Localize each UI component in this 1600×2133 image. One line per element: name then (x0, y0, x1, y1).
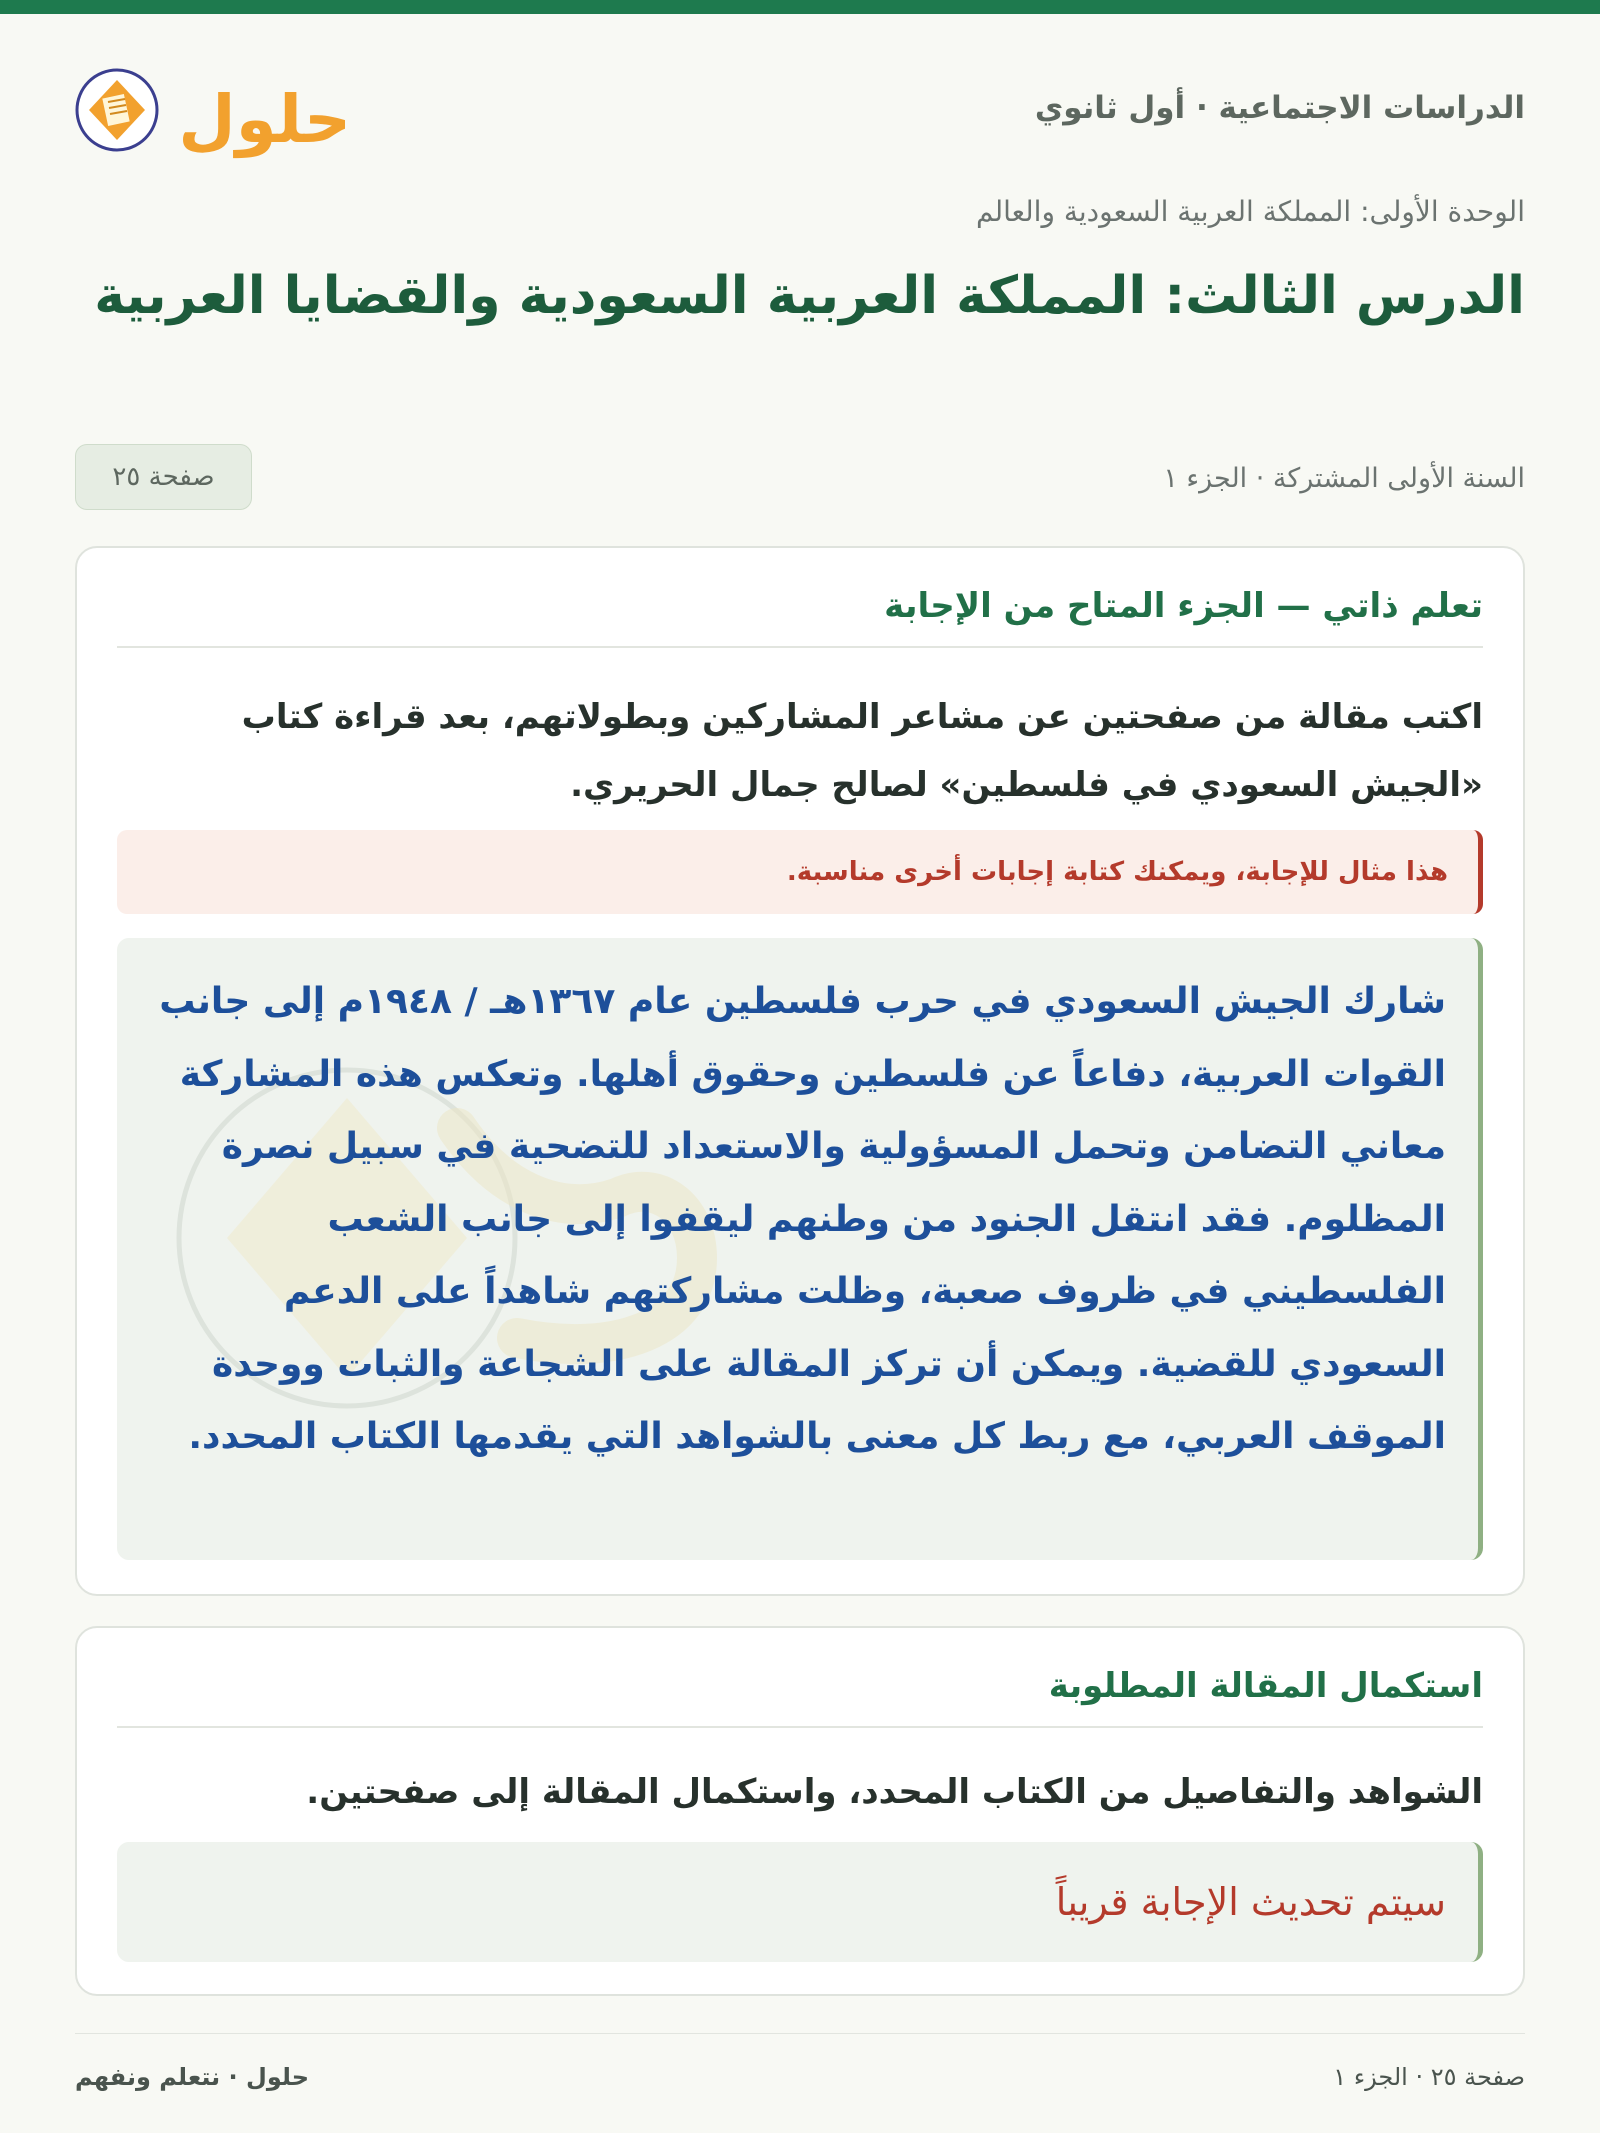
sample-answer-text: شارك الجيش السعودي في حرب فلسطين عام ١٣٦٧هـ / ١٩٤٨م إلى جانب القوات العربية، دفاعاً عن فلسطين وحقوق أهلها. وتعكس هذه المشاركة معاني التضامن وتحمل المسؤولية والاستعداد للتضحية في سبيل نصرة المظلوم. فقد انتقل الجنود من وطنهم ليقفوا إلى جانب الشعب الفلسطيني في ظروف صعبة، وظلت مشاركتهم شاهداً على الدعم السعودي للقضية. ويمكن أن تركز المقالة على الشجاعة والثبات ووحدة الموقف العربي، مع ربط كل معنى بالشواهد التي يقدمها الكتاب المحدد. (159, 981, 1446, 1457)
card-title: تعلم ذاتي — الجزء المتاح من الإجابة (117, 586, 1483, 648)
self-learning-card (75, 546, 1525, 1596)
card-title: استكمال المقالة المطلوبة (117, 1666, 1483, 1728)
footer-divider (75, 2033, 1525, 2034)
lesson-title: الدرس الثالث: المملكة العربية السعودية والقضايا العربية (94, 266, 1525, 326)
question-text: الشواهد والتفاصيل من الكتاب المحدد، واستكمال المقالة إلى صفحتين. (306, 1772, 1483, 1812)
subject-label: الدراسات الاجتماعية · أول ثانوي (1034, 90, 1525, 126)
svg-text:حلول: حلول (178, 81, 345, 158)
sample-answer-note: هذا مثال للإجابة، ويمكنك كتابة إجابات أخرى مناسبة. (117, 830, 1483, 914)
footer-brand: حلول · نتعلم ونفهم (75, 2063, 309, 2091)
top-accent-bar (0, 0, 1600, 14)
book-logo-icon (75, 52, 345, 162)
hulul-logo (75, 52, 345, 162)
page-number-badge: صفحة ٢٥ (75, 444, 252, 510)
page-header (75, 52, 1525, 162)
essay-completion-card (75, 1626, 1525, 1996)
answer-box (117, 938, 1483, 1560)
footer-page-info: صفحة ٢٥ · الجزء ١ (1333, 2063, 1525, 2091)
unit-label: الوحدة الأولى: المملكة العربية السعودية والعالم (975, 195, 1525, 228)
grade-meta: السنة الأولى المشتركة · الجزء ١ (1163, 463, 1525, 494)
pending-answer-text: سيتم تحديث الإجابة قريباً (1055, 1880, 1446, 1924)
question-text: اكتب مقالة من صفحتين عن مشاعر المشاركين وبطولاتهم، بعد قراءة كتاب «الجيش السعودي في فلسطين» لصالح جمال الحريري. (241, 697, 1483, 805)
pending-answer-box (117, 1842, 1483, 1962)
